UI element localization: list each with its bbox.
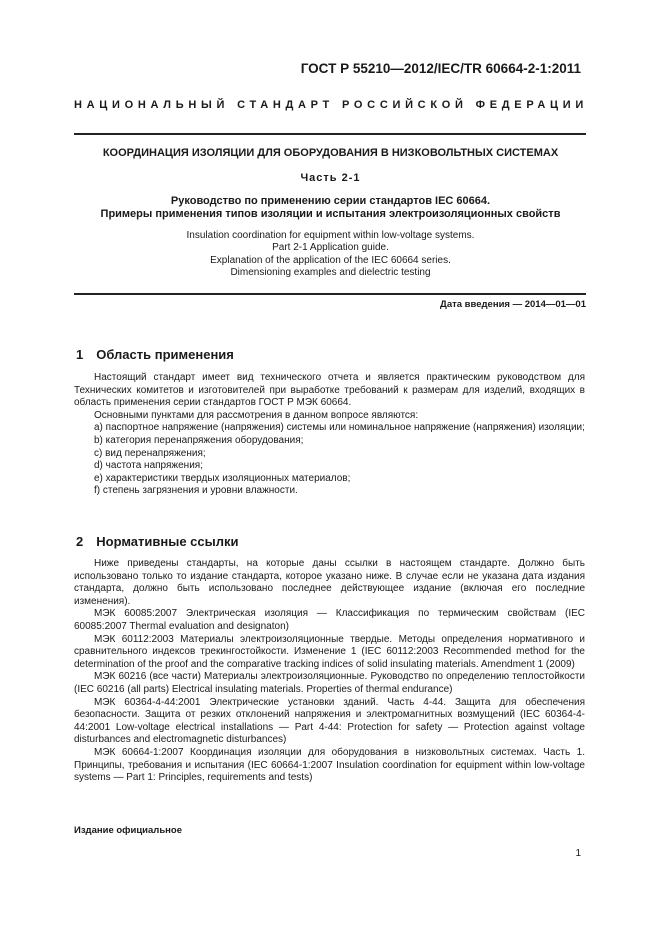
introduction-date: Дата введения — 2014—01—01 [440, 299, 586, 310]
document-part: Часть 2-1 [300, 172, 361, 184]
section-heading-text: Нормативные ссылки [96, 534, 239, 549]
section-2-body [74, 558, 585, 785]
english-title-line: Insulation coordination for equipment within low-voltage systems. [186, 230, 475, 241]
top-divider [74, 133, 586, 135]
reference-item: МЭК 60085:2007 Электрическая изоляция — Классификация по термическим свойствам (IEC 60085:2007 Thermal evaluation and designaton) [74, 608, 585, 632]
english-title-line: Explanation of the application of the IEC 60664 series. [210, 254, 451, 266]
paragraph: Настоящий стандарт имеет вид технического отчета и является практическим руководством для Технических комитетов и изготовителей при выработке требований к размерам для изделий, входящих в область применения серии стандартов ГОСТ Р МЭК 60664. [74, 372, 585, 409]
list-item: a) паспортное напряжение (напряжения) системы или номинальное напряжение (напряжения) изоляции; [94, 422, 585, 434]
document-title: КООРДИНАЦИЯ ИЗОЛЯЦИИ ДЛЯ ОБОРУДОВАНИЯ В НИЗКОВОЛЬТНЫХ СИСТЕМАХ [102, 147, 559, 159]
section-1-body [74, 372, 585, 498]
subtitle-line: Примеры применения типов изоляции и испытания электроизоляционных свойств [100, 208, 561, 220]
section-2-heading [76, 534, 238, 549]
english-title-line: Part 2-1 Application guide. [272, 242, 389, 254]
paragraph: Основными пунктами для рассмотрения в данном вопросе являются: [94, 409, 419, 421]
subtitle-line: Руководство по применению серии стандартов IEC 60664. [170, 195, 491, 207]
list-item: e) характеристики твердых изоляционных материалов; [94, 472, 351, 484]
reference-item: МЭК 60664-1:2007 Координация изоляции для оборудования в низковольтных системах. Часть 1. Принципы, требования и испытания (IEC 60664-1:2007 Insulation coordination for equipment within low-voltage systems — Part 1: Principles, requirements and tests) [74, 746, 585, 784]
english-title-line: Dimensioning examples and dielectric testing [230, 266, 431, 278]
reference-item: МЭК 60216 (все части) Материалы электроизоляционные. Руководство по определению теплостойкости (IEC 60216 (all parts) Electrical insulating materials. Properties of thermal endurance) [74, 671, 585, 695]
list-item: d) частота напряжения; [94, 460, 203, 472]
section-1-heading [76, 347, 234, 362]
section-heading-text: Область применения [96, 347, 234, 362]
title-divider [74, 293, 586, 295]
list-item: c) вид перенапряжения; [94, 447, 206, 459]
page-number: 1 [575, 848, 581, 859]
section-number: 2 [76, 534, 84, 549]
list-item: f) степень загрязнения и уровни влажности. [94, 485, 298, 497]
national-standard-banner: НАЦИОНАЛЬНЫЙ СТАНДАРТ РОССИЙСКОЙ ФЕДЕРАЦИИ [74, 99, 588, 111]
section-number: 1 [76, 347, 84, 362]
english-title [40, 230, 621, 279]
standard-number: ГОСТ Р 55210—2012/IEC/TR 60664-2-1:2011 [300, 61, 581, 76]
official-edition-label: Издание официальное [74, 825, 182, 836]
paragraph: Ниже приведены стандарты, на которые даны ссылки в настоящем стандарте. Должно быть использовано только то издание стандарта, которое указано ниже. В случае если не указана дата издания стандарта, должно быть использовано последнее действующее издание (включая его последние изменения). [74, 558, 585, 607]
reference-item: МЭК 60364-4-44:2001 Электрические установки зданий. Часть 4-44. Защита для обеспечения безопасности. Защита от резких отклонений напряжения и электромагнитных возмущений (IEC 60364-4-44:2001 Low-voltage electrical installations — Part 4-44: Protection for safety — Protection against voltage disturbances and electromagnetic disturbances) [74, 696, 585, 746]
reference-item: МЭК 60112:2003 Материалы электроизоляционные твердые. Методы определения нормативного и сравнительного индексов трекингостойкости. Изменение 1 (IEC 60112:2003 Recommended method for the determination of the proof and the comparative tracking indices of solid insulating materials. Amendment 1 (2009) [74, 633, 585, 670]
list-item: b) категория перенапряжения оборудования; [94, 434, 304, 446]
document-subtitle [40, 195, 621, 221]
